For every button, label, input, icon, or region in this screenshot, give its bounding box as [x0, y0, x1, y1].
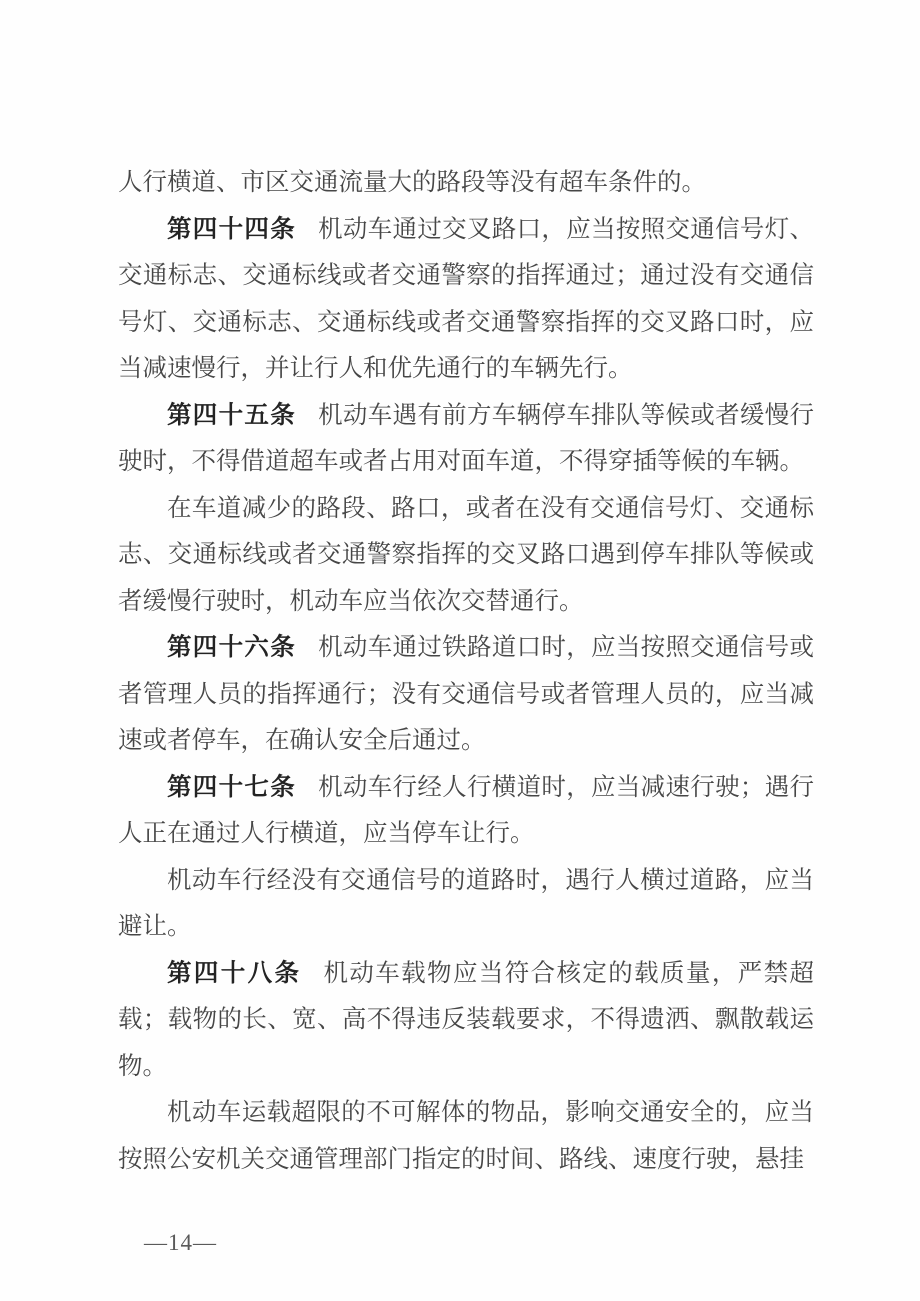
paragraph-text: 机动车载物应当符合核定的载质量，严禁超载；载物的长、宽、高不得违反装载要求，不得遗洒、飘散载运物。 [118, 959, 815, 1080]
paragraph-text: 机动车通过铁路道口时，应当按照交通信号或者管理人员的指挥通行；没有交通信号或者管理人员的，应当减速或者停车，在确认安全后通过。 [118, 634, 815, 754]
paragraph-article-45 [118, 393, 814, 486]
article-number: 第四十七条 [167, 773, 297, 801]
article-number: 第四十四条 [167, 215, 297, 243]
article-number: 第四十六条 [167, 634, 297, 661]
paragraph-text: 机动车遇有前方车辆停车排队等候或者缓慢行驶时，不得借道超车或者占用对面车道，不得穿插等候的车辆。 [118, 401, 815, 475]
document-body [118, 160, 814, 1183]
paragraph [118, 858, 814, 951]
page-number: —14— [144, 1230, 217, 1255]
paragraph-text: 机动车运载超限的不可解体的物品，影响交通安全的，应当按照公安机关交通管理部门指定的时间、路线、速度行驶，悬挂 [118, 1099, 814, 1173]
article-number: 第四十八条 [167, 959, 302, 987]
paragraph-article-44 [118, 207, 814, 393]
paragraph-article-46 [118, 625, 814, 765]
paragraph [118, 1090, 814, 1183]
paragraph-text: 机动车行经没有交通信号的道路时，遇行人横过道路，应当避让。 [118, 866, 814, 940]
paragraph-text: 机动车行经人行横道时，应当减速行驶；遇行人正在通过人行横道，应当停车让行。 [118, 773, 815, 847]
paragraph-text: 机动车通过交叉路口，应当按照交通信号灯、交通标志、交通标线或者交通警察的指挥通过；通过没有交通信号灯、交通标志、交通标线或者交通警察指挥的交叉路口时，应当减速慢行，并让行人和优先通行的车辆先行。 [118, 215, 815, 382]
paragraph-article-47 [118, 765, 814, 858]
article-number: 第四十五条 [167, 401, 297, 429]
paragraph [118, 160, 814, 207]
paragraph-text: 在车道减少的路段、路口，或者在没有交通信号灯、交通标志、交通标线或者交通警察指挥的交叉路口遇到停车排队等候或者缓慢行驶时，机动车应当依次交替通行。 [118, 494, 814, 615]
paragraph-article-48 [118, 951, 814, 1091]
paragraph-text: 人行横道、市区交通流量大的路段等没有超车条件的。 [118, 169, 706, 196]
paragraph [118, 486, 814, 626]
